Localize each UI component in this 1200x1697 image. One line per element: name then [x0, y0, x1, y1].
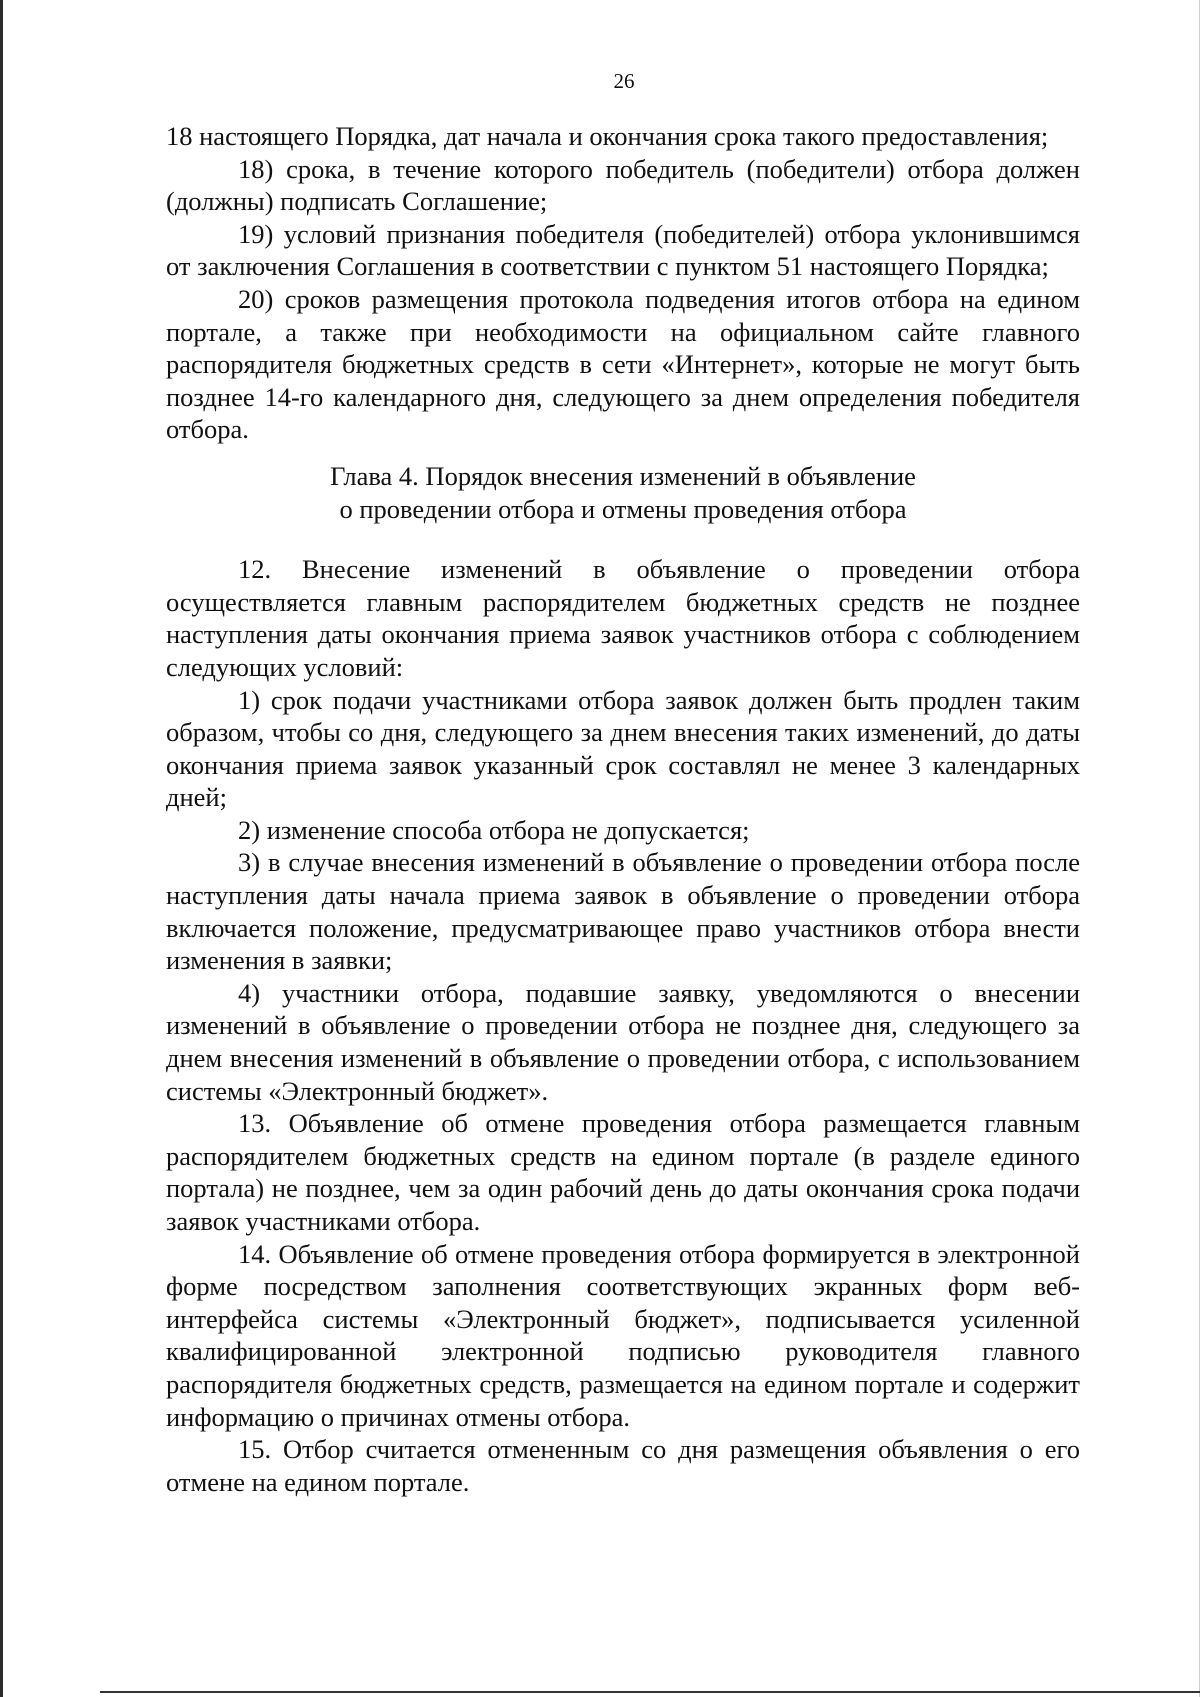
- paragraph: 19) условий признания победителя (победителей) отбора уклонившимся от заключения Соглашения в соответствии с пунктом 51 настоящего Порядка;: [166, 218, 1080, 282]
- paragraph: 12. Внесение изменений в объявление о проведении отбора осуществляется главным распорядителем бюджетных средств не позднее наступления даты окончания приема заявок участников отбора с соблюдением следующих условий:: [166, 554, 1080, 682]
- chapter-heading-line-2: о проведении отбора и отмены проведения отбора: [339, 493, 907, 524]
- paragraph: 15. Отбор считается отмененным со дня размещения объявления о его отмене на едином портале.: [166, 1434, 1080, 1497]
- paragraph: 18 настоящего Порядка, дат начала и окончания срока такого предоставления;: [166, 121, 1049, 151]
- scan-left-edge: [0, 0, 3, 1697]
- chapter-heading-line-1: Глава 4. Порядок внесения изменений в объявление: [330, 460, 916, 491]
- paragraph: 4) участники отбора, подавшие заявку, уведомляются о внесении изменений в объявление о проведении отбора не позднее дня, следующего за днем внесения изменений в объявление о проведении отбора, с использованием системы «Электронный бюджет».: [166, 977, 1080, 1106]
- chapter-heading: [166, 460, 1080, 525]
- paragraph: 13. Объявление об отмене проведения отбора размещается главным распорядителем бюджетных средств на едином портале (в разделе единого портала) не позднее, чем за один рабочий день до даты окончания срока подачи заявок участниками отбора.: [166, 1108, 1080, 1236]
- paragraph: 2) изменение способа отбора не допускается;: [238, 814, 750, 845]
- paragraphs-after-heading: [166, 553, 1080, 1498]
- paragraph: 14. Объявление об отмене проведения отбора формируется в электронной форме посредством заполнения соответствующих экранных форм веб-интерфейса системы «Электронный бюджет», подписывается усиленной квалифицированной электронной подписью руководителя главного распорядителя бюджетных средств, размещается на едином портале и содержит информацию о причинах отмены отбора.: [166, 1238, 1080, 1432]
- paragraph: 1) срок подачи участниками отбора заявок должен быть продлен таким образом, чтобы со дня, следующего за днем внесения таких изменений, до даты окончания приема заявок указанный срок составлял не менее 3 календарных дней;: [166, 684, 1080, 813]
- paragraph: 3) в случае внесения изменений в объявление о проведении отбора после наступления даты начала приема заявок в объявление о проведении отбора включается положение, предусматривающее право участников отбора внести изменения в заявки;: [166, 847, 1080, 976]
- document-body: [166, 120, 1080, 1498]
- page-number: 26: [613, 69, 635, 93]
- paragraph: 20) сроков размещения протокола подведения итогов отбора на едином портале, а также при необходимости на официальном сайте главного распорядителя бюджетных средств в сети «Интернет», которые не могут быть позднее 14-го календарного дня, следующего за днем определения победителя отбора.: [166, 283, 1080, 445]
- paragraphs-before-heading: [166, 120, 1080, 446]
- scan-bottom-rule: [100, 1691, 1200, 1693]
- paragraph: 18) срока, в течение которого победитель (победители) отбора должен (должны) подписать Соглашение;: [166, 153, 1080, 217]
